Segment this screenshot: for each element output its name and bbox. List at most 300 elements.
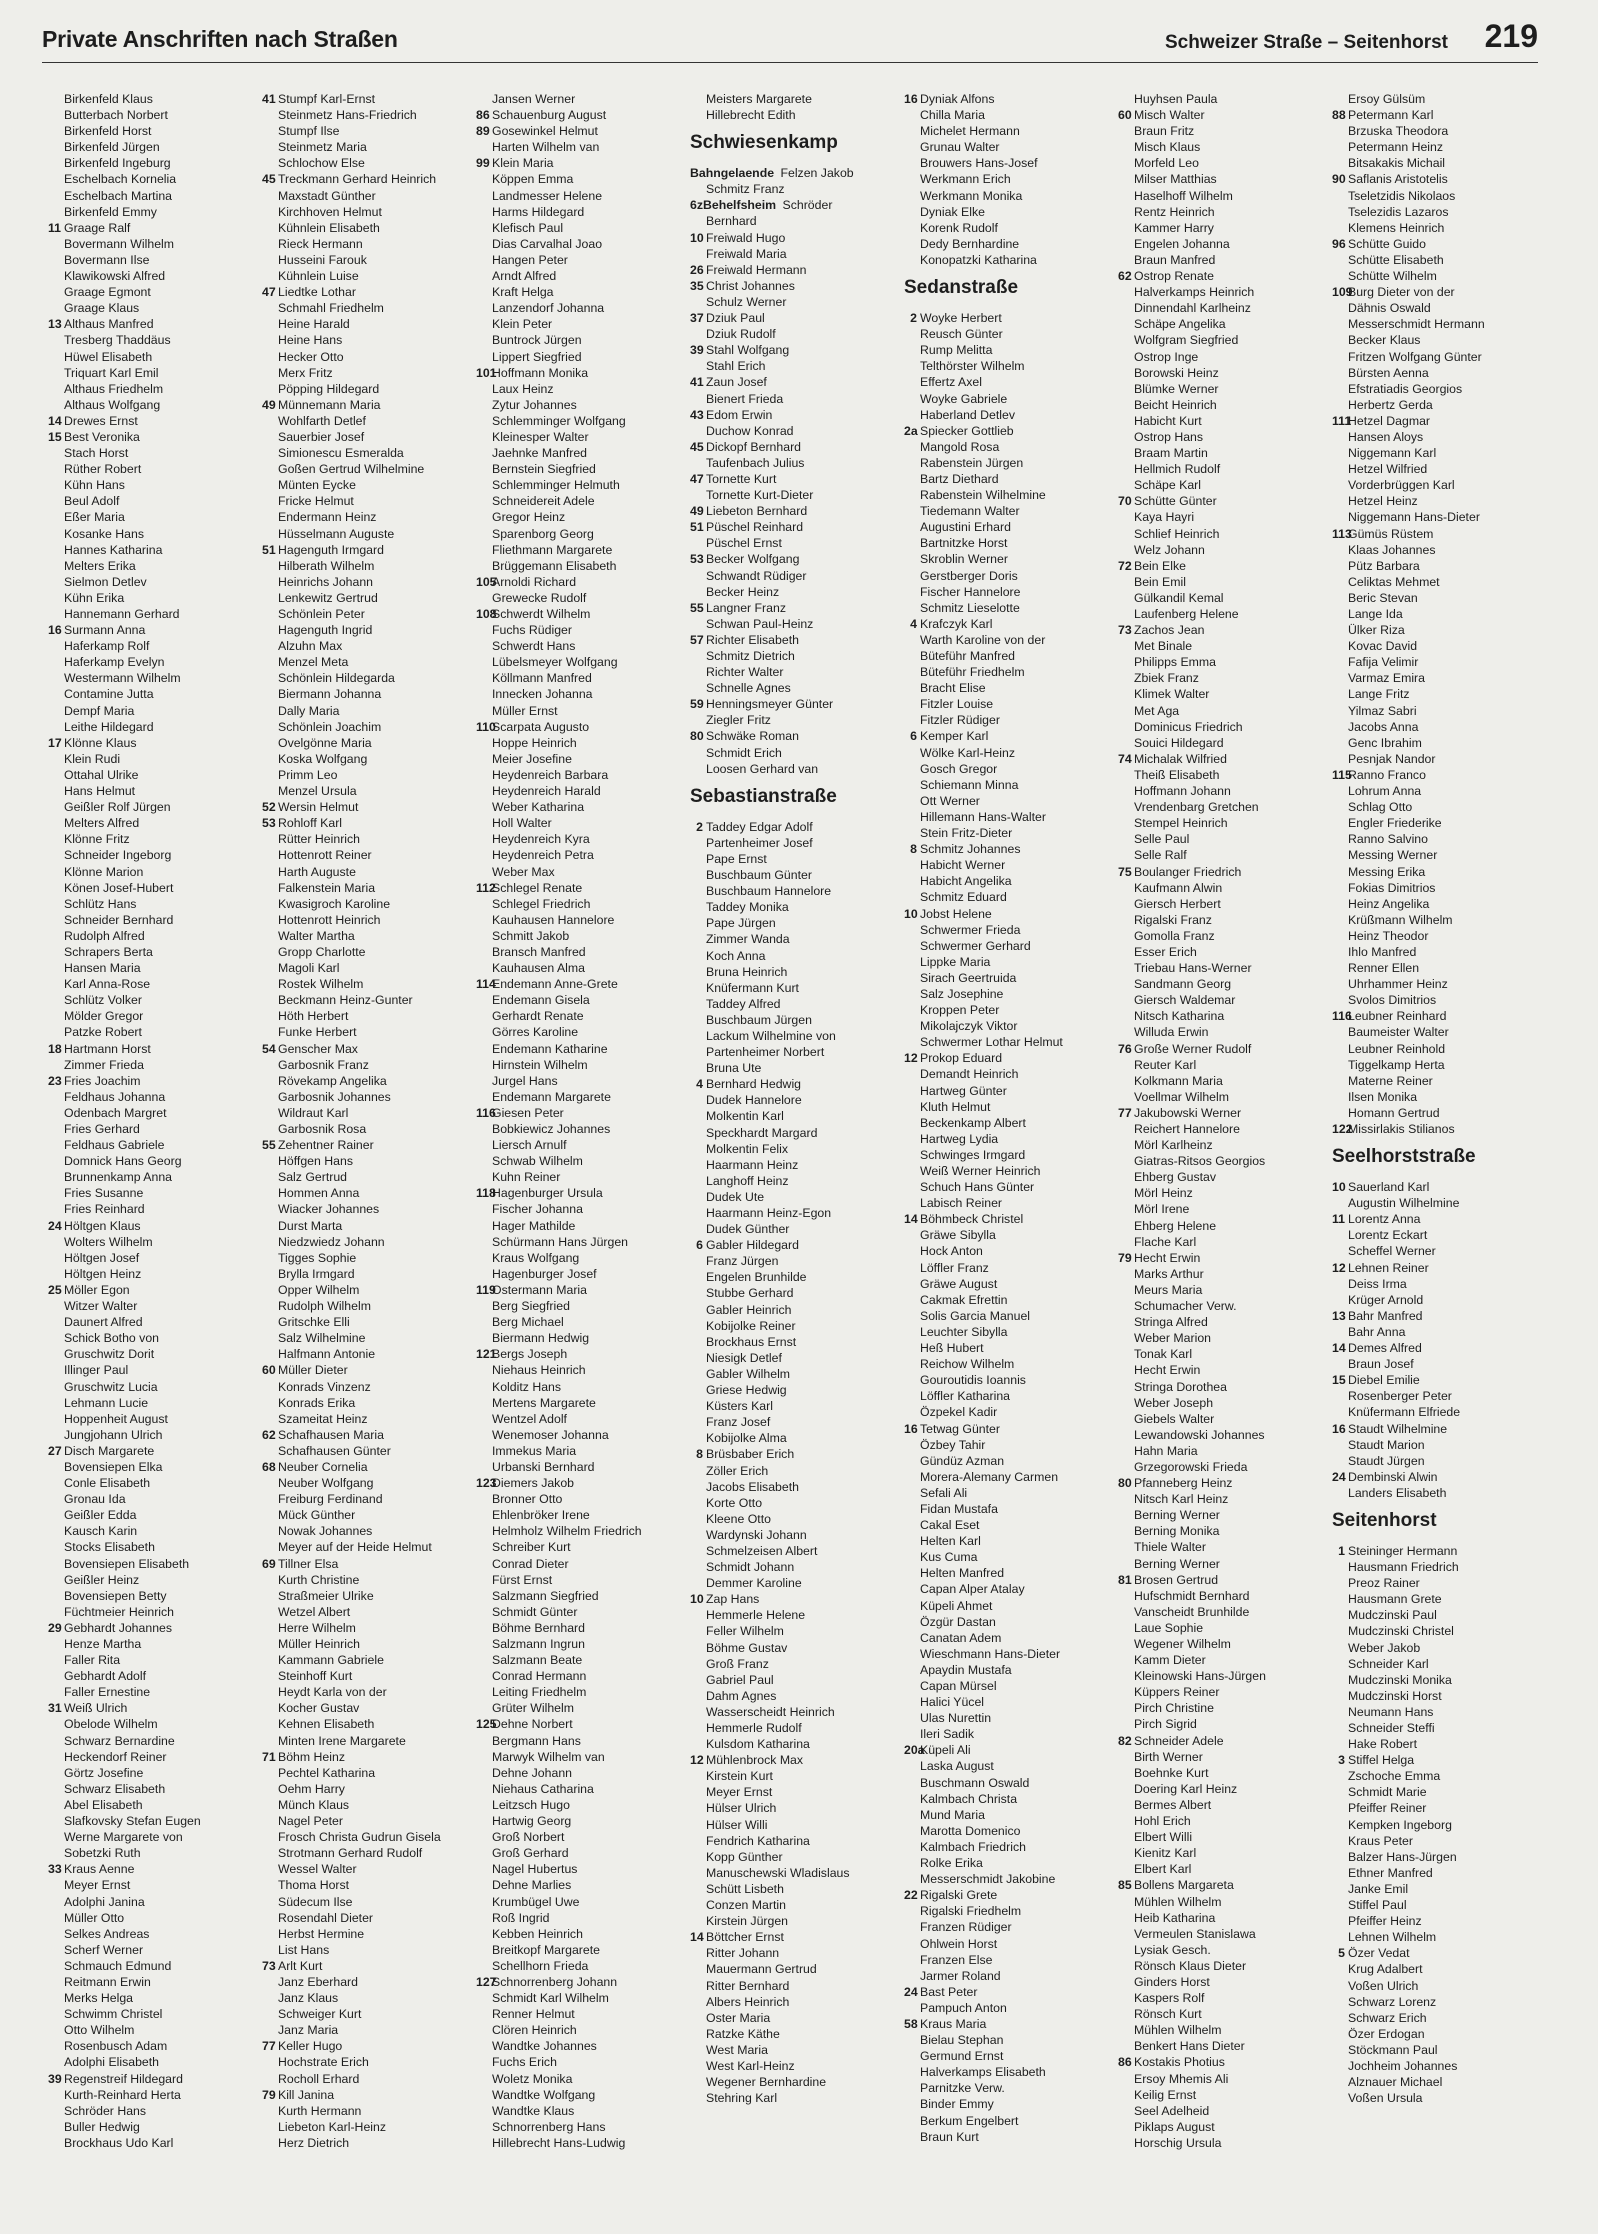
- resident-name: Karl Anna-Rose: [64, 977, 151, 992]
- resident-entry: [690, 1060, 898, 1076]
- resident-name: Könen Josef-Hubert: [64, 880, 174, 895]
- resident-name: Schneider Steffi: [1348, 1721, 1435, 1735]
- resident-entry: [690, 835, 898, 851]
- resident-entry: [262, 1121, 470, 1137]
- resident-entry: [1332, 1752, 1540, 1768]
- resident-entry: [262, 477, 470, 493]
- resident-name: Sirach Geertruida: [920, 970, 1017, 985]
- resident-entry: [48, 1427, 256, 1443]
- house-number: 1: [1338, 1543, 1345, 1558]
- resident-name: Küsters Karl: [706, 1399, 773, 1414]
- resident-name: Franz Jürgen: [706, 1254, 779, 1269]
- resident-name: Bast Peter: [920, 1984, 978, 1999]
- resident-name: Schneider Adele: [1134, 1733, 1224, 1748]
- resident-name: Urbanski Bernhard: [492, 1459, 595, 1474]
- resident-name: Richter Walter: [706, 665, 784, 680]
- resident-entry: [1332, 606, 1540, 622]
- resident-name: Varmaz Emira: [1348, 671, 1425, 686]
- resident-entry: [476, 590, 684, 606]
- resident-entry: [690, 1382, 898, 1398]
- resident-entry: [904, 1678, 1112, 1694]
- resident-name: Voellmar Wilhelm: [1134, 1089, 1229, 1104]
- house-number: 109: [1332, 285, 1353, 300]
- resident-entry: [1332, 2010, 1540, 2026]
- resident-entry: [690, 407, 898, 423]
- resident-entry: [48, 381, 256, 397]
- resident-name: Oehm Harry: [278, 1781, 345, 1796]
- resident-name: Bein Elke: [1134, 558, 1186, 573]
- resident-entry: [690, 1688, 898, 1704]
- resident-entry: [262, 1910, 470, 1926]
- resident-entry: [48, 1057, 256, 1073]
- resident-entry: [262, 1153, 470, 1169]
- address-columns: [42, 91, 1542, 2151]
- resident-name: Tseletzidis Nikolaos: [1348, 188, 1456, 203]
- resident-name: Ginders Horst: [1134, 1974, 1210, 1989]
- resident-name: Funke Herbert: [278, 1025, 357, 1040]
- resident-name: Endermann Heinz: [278, 510, 377, 525]
- resident-name: Staudt Marion: [1348, 1437, 1425, 1452]
- resident-entry: [262, 1169, 470, 1185]
- resident-entry: [1332, 928, 1540, 944]
- resident-name: Abel Elisabeth: [64, 1797, 143, 1812]
- resident-entry: [48, 1636, 256, 1652]
- resident-entry: [904, 1984, 1112, 2000]
- house-number: 11: [48, 220, 61, 235]
- resident-entry: [262, 332, 470, 348]
- resident-entry: [904, 1099, 1112, 1115]
- resident-entry: [1332, 1736, 1540, 1752]
- resident-entry: [1118, 670, 1326, 686]
- resident-name: Sparenborg Georg: [492, 526, 594, 541]
- resident-name: Geißler Heinz: [64, 1572, 140, 1587]
- resident-name: Diebel Emilie: [1348, 1373, 1420, 1388]
- resident-entry: [476, 1105, 684, 1121]
- resident-name: Buller Hedwig: [64, 2119, 140, 2134]
- resident-entry: [48, 1797, 256, 1813]
- resident-name: Mölder Gregor: [64, 1009, 144, 1024]
- resident-name: Minten Irene Margarete: [278, 1733, 406, 1748]
- resident-entry: [690, 1575, 898, 1591]
- house-number: 27: [48, 1443, 62, 1458]
- resident-entry: [1332, 783, 1540, 799]
- resident-name: Adolphi Elisabeth: [64, 2055, 160, 2070]
- resident-name: Schlegel Friedrich: [492, 896, 591, 911]
- resident-entry: [48, 2119, 256, 2135]
- resident-name: Capan Mürsel: [920, 1679, 997, 1693]
- resident-entry: [476, 1314, 684, 1330]
- resident-name: Keller Hugo: [278, 2039, 343, 2054]
- resident-entry: [690, 851, 898, 867]
- resident-name: Stach Horst: [64, 446, 129, 461]
- resident-entry: [262, 1926, 470, 1942]
- resident-entry: [262, 1797, 470, 1813]
- resident-entry: [1332, 896, 1540, 912]
- resident-name: Gabler Wilhelm: [706, 1366, 791, 1381]
- resident-name: Patzke Robert: [64, 1025, 142, 1040]
- resident-entry: [1118, 139, 1326, 155]
- resident-name: Mörl Heinz: [1134, 1186, 1193, 1201]
- resident-name: List Hans: [278, 1942, 330, 1957]
- resident-entry: [48, 1684, 256, 1700]
- resident-entry: [262, 1990, 470, 2006]
- resident-entry: [904, 220, 1112, 236]
- resident-name: Franz Josef: [706, 1415, 771, 1430]
- resident-name: Adolphi Janina: [64, 1894, 145, 1909]
- resident-name: Özer Erdogan: [1348, 2026, 1425, 2041]
- resident-entry: [1118, 1443, 1326, 1459]
- resident-name: Dyniak Elke: [920, 204, 985, 219]
- resident-entry: [476, 686, 684, 702]
- resident-entry: [904, 1726, 1112, 1742]
- resident-name: Scheffel Werner: [1348, 1244, 1436, 1259]
- resident-entry: [1118, 1829, 1326, 1845]
- resident-name: Tigges Sophie: [278, 1250, 357, 1265]
- resident-entry: [476, 526, 684, 542]
- resident-name: Kebben Heinrich: [492, 1926, 583, 1941]
- resident-name: Bartz Diethard: [920, 471, 999, 486]
- resident-name: Melters Alfred: [64, 816, 140, 831]
- resident-entry: [476, 558, 684, 574]
- resident-name: Kwasigroch Karoline: [278, 896, 391, 911]
- resident-entry: [48, 509, 256, 525]
- resident-entry: [1118, 880, 1326, 896]
- resident-name: Habicht Angelika: [920, 874, 1012, 889]
- resident-name: Endemann Katharine: [492, 1041, 608, 1056]
- resident-entry: [262, 654, 470, 670]
- resident-name: Schlief Heinrich: [1134, 526, 1220, 541]
- resident-name: Althaus Manfred: [64, 317, 154, 332]
- resident-entry: [1332, 1211, 1540, 1227]
- resident-name: Mörl Karlheinz: [1134, 1138, 1213, 1153]
- resident-entry: [1118, 735, 1326, 751]
- resident-entry: [262, 864, 470, 880]
- resident-name: Kleene Otto: [706, 1511, 771, 1526]
- resident-name: Mörl Irene: [1134, 1202, 1190, 1217]
- resident-entry: [690, 2042, 898, 2058]
- resident-entry: [262, 2135, 470, 2151]
- house-number: 26: [690, 262, 704, 277]
- resident-name: Birkenfeld Ingeburg: [64, 156, 171, 171]
- resident-name: Bovensiepen Elisabeth: [64, 1556, 190, 1571]
- resident-entry: [262, 1137, 470, 1153]
- resident-entry: [476, 1218, 684, 1234]
- resident-entry: [904, 1276, 1112, 1292]
- resident-entry: [48, 2103, 256, 2119]
- resident-name: Nitsch Katharina: [1134, 1009, 1225, 1024]
- resident-entry: [48, 220, 256, 236]
- resident-name: Petermann Karl: [1348, 108, 1434, 123]
- resident-entry: [1118, 1716, 1326, 1732]
- resident-entry: [262, 429, 470, 445]
- resident-name: Fokias Dimitrios: [1348, 880, 1436, 895]
- resident-name: Vorderbrüggen Karl: [1348, 478, 1455, 493]
- resident-name: Garbosnik Rosa: [278, 1122, 367, 1136]
- resident-entry: [476, 2071, 684, 2087]
- resident-entry: [476, 300, 684, 316]
- resident-entry: [690, 1591, 898, 1607]
- resident-name: Böhmbeck Christel: [920, 1212, 1024, 1227]
- resident-entry: [1332, 1105, 1540, 1121]
- resident-name: Brüggemann Elisabeth: [492, 558, 617, 573]
- resident-name: Tillner Elsa: [278, 1556, 339, 1571]
- house-number: 110: [476, 719, 496, 734]
- resident-name: Hottenrott Heinrich: [278, 912, 381, 927]
- resident-entry: [48, 252, 256, 268]
- resident-name: Magoli Karl: [278, 961, 340, 976]
- resident-name: Conrad Dieter: [492, 1556, 569, 1571]
- resident-entry: [48, 1620, 256, 1636]
- resident-name: Hans Helmut: [64, 784, 136, 799]
- resident-name: Grunau Walter: [920, 140, 1000, 155]
- resident-name: Heinrichs Johann: [278, 574, 374, 589]
- resident-name: Kus Cuma: [920, 1550, 978, 1565]
- resident-name: Rosenberger Peter: [1348, 1389, 1452, 1404]
- resident-entry: [1332, 284, 1540, 300]
- resident-name: Hemmerle Helene: [706, 1608, 806, 1623]
- resident-entry: [904, 2032, 1112, 2048]
- resident-name: Zimmer Frieda: [64, 1057, 144, 1072]
- resident-entry: [690, 1736, 898, 1752]
- resident-name: Dedy Bernhardine: [920, 236, 1020, 251]
- resident-name: Lehmann Lucie: [64, 1395, 149, 1410]
- resident-name: Wieschmann Hans-Dieter: [920, 1646, 1061, 1661]
- resident-entry: [262, 171, 470, 187]
- resident-entry: [1332, 703, 1540, 719]
- resident-name: Groß Norbert: [492, 1830, 565, 1845]
- resident-name: Falkenstein Maria: [278, 880, 376, 895]
- resident-entry: [1118, 268, 1326, 284]
- resident-name: Hilberath Wilhelm: [278, 558, 375, 573]
- resident-entry: [262, 1620, 470, 1636]
- resident-name: Scarpata Augusto: [492, 719, 590, 734]
- resident-name: Habicht Kurt: [1134, 413, 1202, 428]
- resident-name: Halverkamps Heinrich: [1134, 285, 1255, 300]
- resident-name: Haferkamp Evelyn: [64, 655, 165, 670]
- resident-name: Schwarz Erich: [1348, 2010, 1427, 2025]
- house-number: 15: [48, 429, 62, 444]
- resident-name: Conrad Hermann: [492, 1669, 587, 1684]
- resident-entry: [48, 1942, 256, 1958]
- resident-entry: [690, 1350, 898, 1366]
- resident-entry: [904, 204, 1112, 220]
- resident-name: Efstratiadis Georgios: [1348, 381, 1463, 396]
- resident-entry: [262, 1523, 470, 1539]
- resident-entry: [1332, 1356, 1540, 1372]
- resident-name: Heß Hubert: [920, 1341, 984, 1356]
- resident-entry: [1332, 332, 1540, 348]
- resident-name: Kaufmann Alwin: [1134, 880, 1223, 895]
- resident-name: Müller Dieter: [278, 1363, 348, 1378]
- resident-entry: [1332, 107, 1540, 123]
- resident-entry: [1118, 1330, 1326, 1346]
- resident-entry: [48, 1137, 256, 1153]
- resident-name: Zaun Josef: [706, 375, 767, 390]
- resident-entry: [690, 1607, 898, 1623]
- resident-name: Meyer Ernst: [706, 1785, 773, 1800]
- resident-name: Kraus Peter: [1348, 1833, 1413, 1848]
- resident-entry: [476, 365, 684, 381]
- resident-name: Gabler Heinrich: [706, 1302, 792, 1317]
- resident-entry: [48, 558, 256, 574]
- resident-entry: [476, 1765, 684, 1781]
- resident-entry: [904, 535, 1112, 551]
- resident-entry: [262, 268, 470, 284]
- resident-entry: [690, 391, 898, 407]
- resident-entry: [48, 1330, 256, 1346]
- resident-entry: [262, 880, 470, 896]
- resident-entry: [1118, 413, 1326, 429]
- house-number: 47: [262, 285, 276, 300]
- resident-name: Chilla Maria: [920, 108, 985, 123]
- resident-entry: [476, 1684, 684, 1700]
- resident-name: Rigalski Grete: [920, 1888, 998, 1903]
- resident-entry: [690, 91, 898, 107]
- resident-entry: [262, 220, 470, 236]
- resident-entry: [904, 1742, 1112, 1758]
- house-number: 79: [1118, 1250, 1132, 1265]
- resident-name: Rütter Heinrich: [278, 832, 361, 847]
- resident-name: Schafhausen Maria: [278, 1427, 384, 1442]
- resident-entry: [1332, 397, 1540, 413]
- resident-name: Boehnke Kurt: [1134, 1765, 1209, 1780]
- resident-entry: [904, 922, 1112, 938]
- resident-name: Fuchs Erich: [492, 2055, 557, 2070]
- resident-entry: [48, 1298, 256, 1314]
- house-number: 31: [48, 1701, 62, 1716]
- resident-entry: [48, 1894, 256, 1910]
- resident-name: Baumeister Walter: [1348, 1025, 1449, 1040]
- resident-entry: [48, 1024, 256, 1040]
- resident-name: Met Aga: [1134, 703, 1180, 718]
- resident-name: Dähnis Oswald: [1348, 301, 1431, 316]
- house-number: 16: [48, 623, 62, 638]
- resident-name: Reusch Günter: [920, 327, 1003, 342]
- resident-name: Edom Erwin: [706, 407, 773, 422]
- resident-entry: [262, 944, 470, 960]
- resident-entry: [1118, 155, 1326, 171]
- resident-entry: [262, 1813, 470, 1829]
- resident-entry: [476, 1620, 684, 1636]
- resident-entry: [1118, 1153, 1326, 1169]
- resident-entry: [690, 1076, 898, 1092]
- resident-name: Schnorrenberg Johann: [492, 1974, 618, 1989]
- resident-name: Pesnjak Nandor: [1348, 751, 1436, 766]
- resident-entry: [690, 696, 898, 712]
- resident-entry: [48, 477, 256, 493]
- resident-name: Ersoy Mhemis Ali: [1134, 2071, 1229, 2086]
- resident-name: Freiwald Maria: [706, 246, 787, 261]
- resident-name: Rocholl Erhard: [278, 2071, 360, 2086]
- resident-name: Bernstein Siegfried: [492, 462, 596, 477]
- resident-entry: [904, 1485, 1112, 1501]
- resident-entry: [1118, 1089, 1326, 1105]
- resident-entry: [48, 574, 256, 590]
- resident-name: Kolkmann Maria: [1134, 1073, 1223, 1088]
- resident-entry: [1118, 1137, 1326, 1153]
- resident-entry: [1332, 1720, 1540, 1736]
- resident-entry: [1118, 1894, 1326, 1910]
- resident-name: Biermann Hedwig: [492, 1331, 590, 1346]
- resident-name: Gerstberger Doris: [920, 568, 1018, 583]
- resident-entry: [48, 1861, 256, 1877]
- resident-entry: [48, 1153, 256, 1169]
- resident-name: Parnitzke Verw.: [920, 2081, 1005, 2096]
- resident-name: Schrapers Berta: [64, 944, 153, 959]
- resident-entry: [262, 1218, 470, 1234]
- resident-name: Berg Michael: [492, 1315, 564, 1330]
- resident-name: Woyke Gabriele: [920, 391, 1008, 406]
- resident-name: Vermeulen Stanislawa: [1134, 1926, 1256, 1941]
- resident-entry: [476, 1636, 684, 1652]
- resident-name: Mudczinski Monika: [1348, 1672, 1452, 1687]
- resident-name: Stiffel Paul: [1348, 1898, 1407, 1913]
- resident-entry: [1118, 1572, 1326, 1588]
- resident-name: Schütte Wilhelm: [1348, 269, 1437, 284]
- resident-name: Klönne Marion: [64, 864, 144, 879]
- resident-name: Braun Kurt: [920, 2129, 979, 2144]
- resident-entry: [262, 413, 470, 429]
- house-number: 121: [476, 1347, 497, 1362]
- resident-name: Stringa Alfred: [1134, 1315, 1208, 1330]
- resident-name: Münch Klaus: [278, 1797, 350, 1812]
- resident-entry: [690, 648, 898, 664]
- resident-entry: [1332, 300, 1540, 316]
- resident-name: Uhrhammer Heinz: [1348, 977, 1448, 992]
- resident-name: Heib Katharina: [1134, 1910, 1216, 1925]
- resident-name: Werne Margarete von: [64, 1830, 183, 1845]
- resident-entry: [690, 745, 898, 761]
- resident-entry: [262, 1298, 470, 1314]
- resident-name: Mund Maria: [920, 1807, 985, 1822]
- resident-entry: [1332, 1073, 1540, 1089]
- resident-entry: [476, 1668, 684, 1684]
- house-number: 18: [48, 1041, 62, 1056]
- resident-entry: [262, 590, 470, 606]
- house-number: 12: [1332, 1260, 1346, 1275]
- resident-entry: [904, 1034, 1112, 1050]
- resident-entry: [1332, 767, 1540, 783]
- resident-name: Hannes Katharina: [64, 542, 163, 557]
- resident-entry: [48, 960, 256, 976]
- resident-entry: [48, 1266, 256, 1282]
- resident-name: Schröder Hans: [64, 2103, 147, 2118]
- resident-entry: [262, 1556, 470, 1572]
- resident-name: Pampuch Anton: [920, 2000, 1007, 2015]
- house-number: 82: [1118, 1733, 1132, 1748]
- house-number: 51: [262, 542, 276, 557]
- resident-name: Stumpf Ilse: [278, 124, 340, 139]
- resident-entry: [262, 1282, 470, 1298]
- resident-name: Selkes Andreas: [64, 1926, 150, 1941]
- resident-name: Ilsen Monika: [1348, 1089, 1418, 1104]
- resident-name: Groß Franz: [706, 1656, 769, 1671]
- resident-entry: [904, 568, 1112, 584]
- resident-entry: [48, 1765, 256, 1781]
- resident-entry: [1118, 1636, 1326, 1652]
- resident-name: Bovermann Wilhelm: [64, 236, 175, 251]
- resident-name: Brzuska Theodora: [1348, 124, 1449, 139]
- resident-name: Werkmann Monika: [920, 188, 1023, 203]
- resident-name: Janz Klaus: [278, 1991, 339, 2006]
- resident-entry: [1118, 1427, 1326, 1443]
- resident-entry: [1332, 1607, 1540, 1623]
- resident-entry: [48, 912, 256, 928]
- resident-entry: [690, 1173, 898, 1189]
- resident-entry: [476, 1024, 684, 1040]
- house-number: 77: [1118, 1105, 1132, 1120]
- resident-name: Bollens Margareta: [1134, 1878, 1234, 1893]
